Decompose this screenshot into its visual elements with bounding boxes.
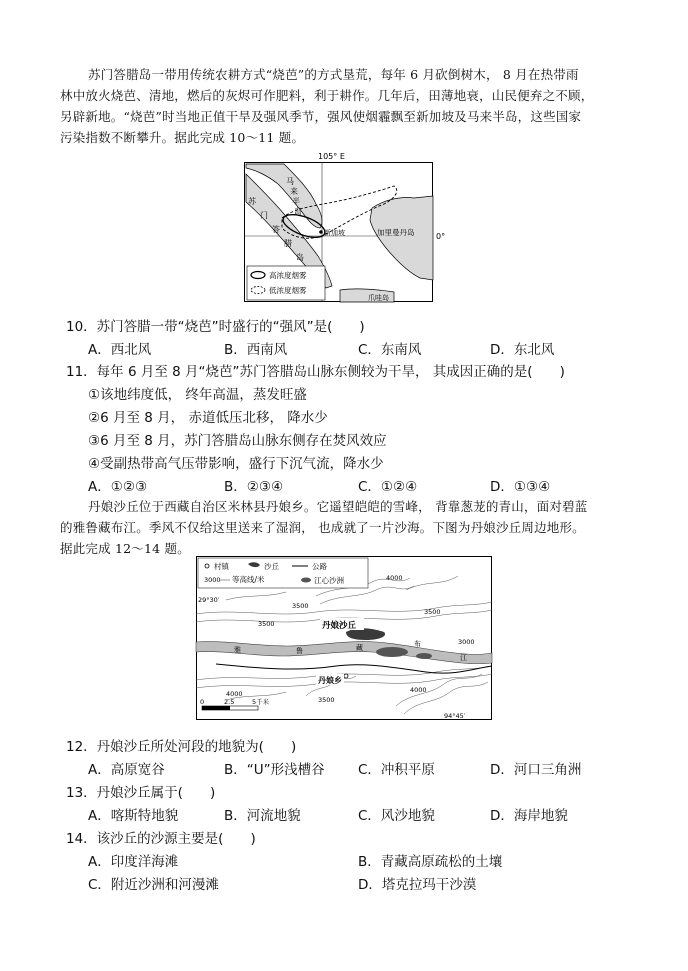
question-10: 10．苏门答腊一带“烧芭”时盛行的“强风”是( ) bbox=[66, 319, 365, 335]
statement-2: ②6 月至 8 月， 赤道低压北移， 降水少 bbox=[88, 410, 328, 426]
option-b[interactable]: B．西南风 bbox=[224, 342, 288, 358]
equator-label: 0° bbox=[436, 232, 446, 241]
contour-label: 3500 bbox=[292, 602, 309, 610]
option-d[interactable]: D．河口三角洲 bbox=[490, 762, 582, 778]
passage-line: 林中放火烧芭、清地，燃后的灰烬可作肥料，利于耕作。几年后，田薄地衰，山民便弃之不顾， bbox=[60, 88, 594, 103]
dune-terrain-map bbox=[196, 556, 492, 720]
contour-label: 4000 bbox=[386, 574, 403, 582]
scale-label: 2.5 bbox=[224, 698, 235, 706]
option-a[interactable]: A．高原宽谷 bbox=[88, 762, 165, 778]
option-b[interactable]: B．“U”形浅槽谷 bbox=[224, 762, 325, 778]
legend-high-label: 高浓度烟雾 bbox=[269, 271, 307, 280]
legend-dune: 沙丘 bbox=[264, 562, 279, 571]
option-a[interactable]: A．①②③ bbox=[88, 479, 148, 495]
legend-road: 公路 bbox=[312, 562, 327, 571]
malay-label: 来 bbox=[290, 187, 298, 196]
malay-label: 岛 bbox=[294, 207, 302, 216]
option-c[interactable]: C．附近沙洲和河漫滩 bbox=[88, 877, 219, 893]
contour-label: 4000 bbox=[410, 686, 427, 694]
option-c[interactable]: C．风沙地貌 bbox=[358, 808, 435, 824]
question-13: 13．丹娘沙丘属于( ) bbox=[66, 785, 216, 801]
malay-label: 半 bbox=[292, 197, 300, 206]
question-11: 11．每年 6 月至 8 月“烧芭”苏门答腊岛山脉东侧较为干旱， 其成因正确的是( ) bbox=[66, 364, 565, 380]
river-label: 江 bbox=[460, 654, 467, 662]
java-label: 爪哇岛 bbox=[368, 294, 389, 302]
option-a[interactable]: A．西北风 bbox=[88, 342, 152, 358]
question-14: 14．该沙丘的沙源主要是( ) bbox=[66, 831, 256, 847]
legend-sandbar: 江心沙洲 bbox=[314, 576, 344, 585]
dune-label: 丹娘沙丘 bbox=[322, 621, 357, 631]
option-d[interactable]: D．东北风 bbox=[490, 342, 555, 358]
latitude-label: 29°30′ bbox=[198, 596, 220, 604]
option-a[interactable]: A．印度洋海滩 bbox=[88, 854, 179, 870]
statement-1: ①该地纬度低， 终年高温，蒸发旺盛 bbox=[88, 387, 307, 403]
question-12: 12．丹娘沙丘所处河段的地貌为( ) bbox=[66, 739, 297, 755]
option-b[interactable]: B．河流地貌 bbox=[224, 808, 301, 824]
passage-1 bbox=[60, 64, 640, 148]
sumatra-label: 岛 bbox=[296, 253, 304, 262]
passage-line: 丹娘沙丘位于西藏自治区米林县丹娘乡。它遥望皑皑的雪峰， 背靠葱茏的青山，面对碧蓝 bbox=[88, 499, 588, 514]
option-d[interactable]: D．①③④ bbox=[490, 479, 551, 495]
township-label: 丹娘乡 bbox=[318, 676, 342, 685]
option-c[interactable]: C．东南风 bbox=[358, 342, 422, 358]
sumatra-label: 腊 bbox=[284, 239, 292, 248]
option-b[interactable]: B．②③④ bbox=[224, 479, 284, 495]
sumatra-label: 苏 bbox=[248, 197, 256, 206]
option-b[interactable]: B．青藏高原疏松的土壤 bbox=[358, 854, 503, 870]
option-c[interactable]: C．冲积平原 bbox=[358, 762, 435, 778]
scale-label: 0 bbox=[200, 698, 205, 706]
option-d[interactable]: D．塔克拉玛干沙漠 bbox=[358, 877, 477, 893]
longitude-label: 94°45′ bbox=[444, 712, 466, 720]
scale-label: 5千米 bbox=[252, 698, 270, 706]
contour-label: 3500 bbox=[318, 696, 335, 704]
sandbar bbox=[416, 653, 432, 659]
sandbar bbox=[376, 647, 408, 657]
river-label: 雅 bbox=[234, 646, 241, 654]
passage-line: 的雅鲁藏布江。季风不仅给这里送来了湿润， 也成就了一片沙海。下图为丹娘沙丘周边地形。 bbox=[60, 520, 585, 535]
legend-low-label: 低浓度烟雾 bbox=[269, 286, 307, 295]
legend-contour-value: 3000 bbox=[204, 576, 221, 584]
singapore-label: 新加坡 bbox=[324, 229, 345, 237]
passage-line: 另辟新地。“烧芭”时当地正值干旱及强风季节，强风使烟霾飘至新加坡及马来半岛，这些国家 bbox=[60, 109, 582, 124]
kalimantan-label: 加里曼丹岛 bbox=[377, 228, 415, 237]
option-a[interactable]: A．喀斯特地貌 bbox=[88, 808, 179, 824]
contour-label: 3500 bbox=[258, 620, 275, 628]
river-label: 布 bbox=[414, 640, 421, 648]
malay-label: 马 bbox=[286, 177, 294, 186]
contour-label: 3000 bbox=[458, 638, 475, 646]
contour-label: 3500 bbox=[424, 608, 441, 616]
sumatra-label: 答 bbox=[272, 225, 280, 234]
longitude-label: 105° E bbox=[318, 152, 345, 161]
option-d[interactable]: D．海岸地貌 bbox=[490, 808, 568, 824]
singapore-marker bbox=[319, 230, 323, 234]
statement-4: ④受副热带高气压带影响，盛行下沉气流，降水少 bbox=[88, 456, 384, 472]
passage-line: 据此完成 12～14 题。 bbox=[60, 541, 190, 556]
passage-line: 污染指数不断攀升。据此完成 10～11 题。 bbox=[60, 130, 305, 145]
option-c[interactable]: C．①②④ bbox=[358, 479, 418, 495]
river-label: 鲁 bbox=[296, 647, 303, 655]
legend-town: 村镇 bbox=[214, 562, 229, 571]
river-label: 藏 bbox=[356, 644, 363, 652]
haze-map bbox=[244, 152, 446, 302]
passage-line: 苏门答腊岛一带用传统农耕方式“烧芭”的方式垦荒，每年 6 月砍倒树木， 8 月在热带雨 bbox=[88, 67, 579, 82]
contour-label: 4000 bbox=[226, 690, 243, 698]
sumatra-label: 门 bbox=[260, 211, 268, 220]
statement-3: ③6 月至 8 月，苏门答腊岛山脉东侧存在焚风效应 bbox=[88, 433, 387, 449]
legend-contour: 等高线/米 bbox=[232, 575, 265, 584]
passage-2 bbox=[60, 496, 640, 559]
